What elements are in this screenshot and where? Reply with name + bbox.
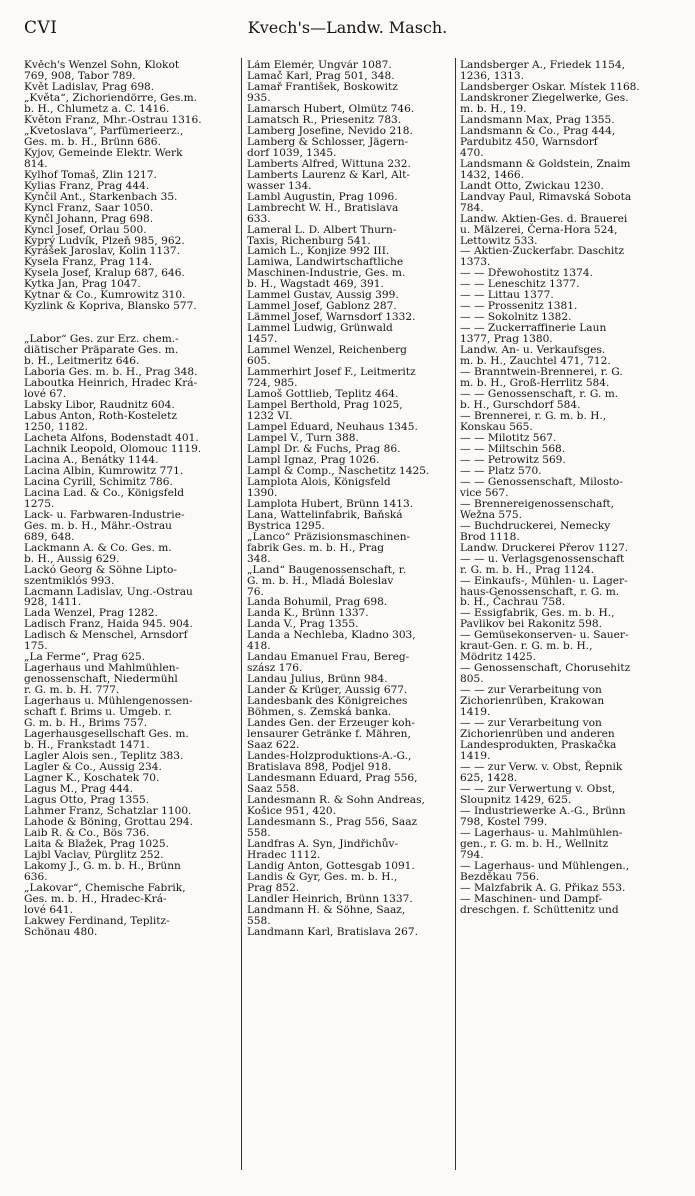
directory-line: Lampl & Comp., Naschetitz 1425. <box>247 464 430 477</box>
directory-line: Bratislava 898, Podjel 918. <box>247 761 392 773</box>
directory-line: Hradec 1112. <box>247 848 321 861</box>
directory-column-2 <box>247 60 452 938</box>
directory-line: Lambrecht W. H., Bratislava <box>247 201 399 214</box>
directory-line: Landa K., Brünn 1337. <box>247 607 369 620</box>
directory-line: Kyncl Franz, Saar 1050. <box>24 201 154 214</box>
directory-line: Lampel V., Turn 388. <box>247 431 359 444</box>
directory-line: Landa a Nechleba, Kladno 303, <box>247 629 416 642</box>
directory-line: Kyrášek Jaroslav, Kolin 1137. <box>24 245 181 258</box>
directory-line: Pavlikov bei Rakonitz 598. <box>460 618 603 631</box>
directory-line: Lagerhausgesellschaft Ges. m. <box>24 728 189 741</box>
directory-line: 470. <box>460 146 484 159</box>
directory-line: — — Petrowitz 569. <box>460 453 566 466</box>
directory-line: m. b. H., Zauchtel 471, 712. <box>460 355 611 368</box>
directory-line: Labsky Libor, Raudnitz 604. <box>24 399 175 412</box>
directory-line: 558. <box>247 914 271 927</box>
directory-line: Landskroner Ziegelwerke, Ges. <box>460 91 629 104</box>
directory-line: Landau Emanuel Frau, Bereg- <box>247 651 410 664</box>
directory-line: Kyprý Ludvík, Plzeň 985, 962. <box>24 234 185 247</box>
directory-line: Zichorienrüben und anderen <box>460 728 615 741</box>
directory-line: lové 67. <box>24 388 67 401</box>
directory-line: kraut-Gen. r. G. m. b. H., <box>460 640 593 653</box>
directory-line: 1390. <box>247 486 278 499</box>
directory-line: 1373. <box>460 256 491 269</box>
directory-line: Kyncl Josef, Orlau 500. <box>24 223 147 236</box>
directory-line: 1419. <box>460 706 491 719</box>
directory-line: Kynčil Ant., Starkenbach 35. <box>24 190 178 203</box>
directory-line: 1419. <box>460 750 491 763</box>
directory-line: b. H., Frankstadt 1471. <box>24 739 150 752</box>
directory-line: Kyzlink & Kopriva, Blansko 577. <box>24 300 197 313</box>
directory-line: Lahmer Franz, Schatzlar 1100. <box>24 804 192 817</box>
directory-line: — Buchdruckerei, Nemecky <box>460 519 611 532</box>
directory-line: szász 176. <box>247 662 303 675</box>
directory-line: Landw. An- u. Verkaufsges. <box>460 344 606 357</box>
directory-line: 769, 908, Tabor 789. <box>24 69 136 82</box>
directory-line: Lammel Josef, Gablonz 287. <box>247 300 397 313</box>
directory-line: Lachnik Leopold, Olomouc 1119. <box>24 442 202 455</box>
directory-line: — — Genossenschaft, r. G. m. <box>460 388 619 401</box>
directory-line: Landesmann S., Prag 556, Saaz <box>247 815 418 828</box>
directory-line: Laib R. & Co., Bös 736. <box>24 826 150 839</box>
directory-line: — Aktien-Zuckerfabr. Daschitz <box>460 245 625 258</box>
directory-line: Lammel Gustav, Aussig 399. <box>247 289 399 302</box>
directory-line: Konskau 565. <box>460 420 533 433</box>
directory-line: Ges. m. b. H., Mähr.-Ostrau <box>24 519 172 532</box>
directory-line: Landau Julius, Brünn 984. <box>247 673 388 686</box>
directory-line: 1377, Prag 1380. <box>460 333 553 346</box>
directory-line: 625, 1428. <box>460 771 518 784</box>
directory-line: Lackmann A. & Co. Ges. m. <box>24 541 172 554</box>
directory-line: 1275. <box>24 497 55 510</box>
directory-line: Kysela Josef, Kralup 687, 646. <box>24 267 185 280</box>
directory-line: Lajbl Vaclav, Pürglitz 252. <box>24 848 164 861</box>
directory-line: Kytnar & Co., Kumrowitz 310. <box>24 289 186 302</box>
directory-line: Laboutka Heinrich, Hradec Krá- <box>24 377 198 390</box>
directory-line: Landes Gen. der Erzeuger koh- <box>247 717 415 730</box>
directory-line: wasser 134. <box>247 179 312 192</box>
directory-line: schaft f. Brims u. Umgeb. r. <box>24 706 172 719</box>
directory-line: Brod 1118. <box>460 530 520 543</box>
directory-line: Lagler Alois sen., Teplitz 383. <box>24 750 184 763</box>
directory-line: 935. <box>247 91 271 104</box>
directory-line: — — u. Verlagsgenossenschaft <box>460 552 625 565</box>
directory-line: — — Milotitz 567. <box>460 431 557 444</box>
directory-line: „Land“ Baugenossenschaft, r. <box>247 563 407 576</box>
directory-line: 1232 VI. <box>247 410 293 422</box>
directory-line: — Gemüsekonserven- u. Sauer- <box>460 629 629 642</box>
directory-line: Lakwey Ferdinand, Teplitz- <box>24 914 170 927</box>
directory-line: lové 641. <box>24 903 73 916</box>
directory-line: 1457. <box>247 333 278 346</box>
directory-line: b. H., Chlumetz a. C. 1416. <box>24 102 170 115</box>
directory-line: Landmann Karl, Bratislava 267. <box>247 925 418 938</box>
directory-line: Landes-Holzproduktions-A.-G., <box>247 750 412 763</box>
directory-line: — Lagerhaus- u. Mahlmühlen- <box>460 826 623 839</box>
directory-line: 558. <box>247 826 271 839</box>
directory-line: genossenschaft, Niedermühl <box>24 673 178 686</box>
directory-line: Landis & Gyr, Ges. m. b. H., <box>247 870 398 883</box>
directory-line: „Lanco“ Präzisionsmaschinen- <box>247 530 411 543</box>
directory-line: Lackó Georg & Söhne Lipto- <box>24 563 177 576</box>
directory-line: Landig Anton, Gottesgab 1091. <box>247 859 415 872</box>
directory-line: Lander & Krüger, Aussig 677. <box>247 684 408 697</box>
directory-line: Landmann H. & Söhne, Saaz, <box>247 903 406 916</box>
directory-line: fabrik Ges. m. b. H., Prag <box>247 541 385 554</box>
directory-line: Sloupnitz 1429, 625. <box>460 793 572 806</box>
directory-line: — — zur Verwertung v. Obst, <box>460 782 616 795</box>
directory-line: szentmiklós 993. <box>24 574 115 587</box>
directory-line: Laita & Blažek, Prag 1025. <box>24 837 169 850</box>
directory-line: „Květa“, Zichoriendörre, Ges.m. <box>24 91 198 104</box>
directory-line: Kynčl Johann, Prag 698. <box>24 212 154 225</box>
directory-line: „Lakovar“, Chemische Fabrik, <box>24 881 186 894</box>
directory-line: Maschinen-Industrie, Ges. m. <box>247 267 406 280</box>
column-divider <box>455 58 456 1170</box>
directory-line: Lamatsch R., Priesenitz 783. <box>247 113 402 126</box>
directory-line: 636. <box>24 870 48 883</box>
directory-line: dorf 1039, 1345. <box>247 146 337 159</box>
directory-line: — — Leneschitz 1377. <box>460 278 580 291</box>
directory-line: Lamař František, Boskowitz <box>247 80 398 93</box>
directory-line: — — Platz 570. <box>460 464 542 477</box>
directory-line: 928, 1411. <box>24 596 82 609</box>
directory-line: Lagus Otto, Prag 1355. <box>24 793 150 806</box>
directory-line: G. m. b. H., Mladá Boleslav <box>247 574 394 587</box>
directory-line: Landw. Aktien-Ges. d. Brauerei <box>460 212 628 225</box>
directory-line: Kylhof Tomaš, Zlin 1217. <box>24 168 157 181</box>
directory-line: Lampl Dr. & Fuchs, Prag 86. <box>247 442 401 455</box>
directory-line: Lampel Berthold, Prag 1025, <box>247 399 403 412</box>
directory-line <box>24 312 237 323</box>
page-number: CVI <box>24 18 58 38</box>
directory-line: — — Genossenschaft, Milosto- <box>460 475 623 488</box>
directory-line: dreschgen. f. Schüttenitz und <box>460 903 619 916</box>
directory-line: Lagner K., Koschatek 70. <box>24 771 160 784</box>
directory-line: b. H., Wagstadt 469, 391. <box>247 278 384 291</box>
directory-line: Kylias Franz, Prag 444. <box>24 179 150 192</box>
directory-line: 418. <box>247 640 271 653</box>
directory-line: Landsmann Max, Prag 1355. <box>460 113 615 126</box>
directory-line: gen., r. G. m. b. H., Wellnitz <box>460 837 609 850</box>
directory-line: 724, 985. <box>247 377 298 390</box>
directory-line: Lakomy J., G. m. b. H., Brünn <box>24 859 181 872</box>
directory-line: Kvěch's Wenzel Sohn, Klokot <box>24 60 180 71</box>
directory-line: Landw. Druckerei Přerov 1127. <box>460 541 629 554</box>
directory-line: Ladisch & Menschel, Arnsdorf <box>24 629 188 642</box>
column-divider <box>241 58 242 1170</box>
directory-line: Lammerhirt Josef F., Leitmeritz <box>247 366 416 379</box>
directory-line: — — Sokolnitz 1382. <box>460 311 572 324</box>
directory-line: Prag 852. <box>247 881 300 894</box>
directory-line: Lampl Ignaz, Prag 1026. <box>247 453 380 466</box>
directory-line: Lagerhaus und Mahlmühlen- <box>24 662 180 675</box>
directory-line: Lamberg Josefine, Nevido 218. <box>247 124 413 137</box>
directory-line: Landsberger Oskar. Místek 1168. <box>460 80 640 93</box>
directory-line: m. b. H., 19. <box>460 102 527 115</box>
directory-line: Lacina Albin, Kumrowitz 771. <box>24 464 184 477</box>
directory-line: Lacina Lad. & Co., Königsfeld <box>24 486 185 499</box>
directory-line: 348. <box>247 552 271 565</box>
directory-line: — — zur Verarbeitung von <box>460 684 602 697</box>
directory-line: u. Mälzerei, Černa-Hora 524, <box>460 223 618 236</box>
directory-line: 1250, 1182. <box>24 420 89 433</box>
directory-line: Lettowitz 533. <box>460 234 538 247</box>
directory-line: Mödritz 1425. <box>460 651 536 664</box>
directory-line: „Labor“ Ges. zur Erz. chem.- <box>24 333 179 346</box>
directory-line: — Brennereigenossenschaft, <box>460 497 614 510</box>
directory-line: r. G. m. b. H., Prag 1124. <box>460 563 595 576</box>
directory-line: G. m. b. H., Brims 757. <box>24 717 148 730</box>
directory-line: Lamplota Hubert, Brünn 1413. <box>247 497 414 510</box>
directory-line: Landa V., Prag 1355. <box>247 618 359 631</box>
directory-line: Saaz 622. <box>247 739 300 752</box>
directory-line: diätischer Präparate Ges. m. <box>24 344 179 357</box>
directory-line: — Industriewerke A.-G., Brünn <box>460 804 626 817</box>
directory-line: Košice 951, 420. <box>247 804 336 817</box>
directory-line: Landfras A. Syn, Jindřichův- <box>247 837 399 850</box>
directory-line: 605. <box>247 355 271 368</box>
directory-line: Landesbank des Königreiches <box>247 695 408 708</box>
directory-line: Laboria Ges. m. b. H., Prag 348. <box>24 366 198 379</box>
directory-line: — Essigfabrik, Ges. m. b. H., <box>460 607 615 620</box>
directory-line: vice 567. <box>460 486 509 499</box>
directory-line: Saaz 558. <box>247 782 300 795</box>
directory-line: Landesmann R. & Sohn Andreas, <box>247 793 425 806</box>
directory-line: Zichorienrüben, Krakowan <box>460 695 605 708</box>
page-header <box>0 18 695 42</box>
directory-line: — — Miltschin 568. <box>460 442 566 455</box>
directory-line: m. b. H., Groß-Herrlitz 584. <box>460 377 610 390</box>
directory-line: Landa Bohumil, Prag 698. <box>247 596 388 609</box>
directory-line: Lagus M., Prag 444. <box>24 782 133 795</box>
directory-line: — — Dřewohostitz 1374. <box>460 267 594 280</box>
directory-line: 805. <box>460 673 484 686</box>
directory-line: Landler Heinrich, Brünn 1337. <box>247 892 413 905</box>
directory-column-3 <box>460 60 678 916</box>
directory-line: Lagerhaus u. Mühlengenossen- <box>24 695 193 708</box>
directory-line: Ges. m. b. H., Brünn 686. <box>24 135 161 148</box>
directory-line: 784. <box>460 201 484 214</box>
directory-line: Lamiwa, Landwirtschaftliche <box>247 256 404 269</box>
directory-line: — Maschinen- und Dampf- <box>460 892 603 905</box>
directory-line: Lamberts Laurenz & Karl, Alt- <box>247 168 410 181</box>
directory-line: Lamač Karl, Prag 501, 348. <box>247 69 395 82</box>
directory-column-1 <box>24 60 237 938</box>
directory-line: b. H., Čachrau 758. <box>460 596 566 609</box>
directory-line: Landsmann & Goldstein, Znaim <box>460 157 631 170</box>
directory-line: Taxis, Richenburg 541. <box>247 234 371 247</box>
directory-line: Ges. m. b. H., Hradec-Krá- <box>24 892 167 905</box>
directory-line: — — zur Verw. v. Obst, Řepnik <box>460 761 623 773</box>
directory-line: 76. <box>247 585 264 598</box>
directory-line: — Brennerei, r. G. m. b. H., <box>460 410 607 422</box>
directory-line: „Kvetoslava“, Parfümerieerz., <box>24 124 184 137</box>
directory-line: b. H., Leitmeritz 646. <box>24 355 140 368</box>
directory-line: 814. <box>24 157 48 170</box>
directory-line: Lamarsch Hubert, Olmütz 746. <box>247 102 415 115</box>
directory-line: Bezděkau 756. <box>460 870 540 883</box>
directory-line: Wežna 575. <box>460 508 522 521</box>
directory-line: Lamplota Alois, Königsfeld <box>247 475 391 488</box>
directory-line: — — Prossenitz 1381. <box>460 300 578 313</box>
directory-line: Lacina Cyrill, Schimitz 786. <box>24 475 173 488</box>
directory-line: Landesmann Eduard, Prag 556, <box>247 771 418 784</box>
directory-line: Lacheta Alfons, Bodenstadt 401. <box>24 431 199 444</box>
directory-line: b. H., Gurschdorf 584. <box>460 399 581 412</box>
directory-line: Lamberg & Schlosser, Jägern- <box>247 135 409 148</box>
directory-line: r. G. m. b. H. 777. <box>24 684 120 697</box>
directory-line: — Einkaufs-, Mühlen- u. Lager- <box>460 574 628 587</box>
directory-line: — Lagerhaus- und Mühlengen., <box>460 859 630 872</box>
directory-line: 1432, 1466. <box>460 168 525 181</box>
directory-line: — — zur Verarbeitung von <box>460 717 602 730</box>
directory-line: „La Ferme“, Prag 625. <box>24 651 146 664</box>
directory-line: Lagler & Co., Aussig 234. <box>24 761 162 773</box>
directory-line: Květon Franz, Mhr.-Ostrau 1316. <box>24 113 202 126</box>
directory-line: Landt Otto, Zwickau 1230. <box>460 179 604 192</box>
directory-line: — Genossenschaft, Chorusehitz <box>460 662 631 675</box>
directory-line: Lammel Wenzel, Reichenberg <box>247 344 407 357</box>
running-title: Kvech's—Landw. Masch. <box>247 18 448 37</box>
directory-line: Lacina A., Benátky 1144. <box>24 453 159 466</box>
directory-line: Kyjov, Gemeinde Elektr. Werk <box>24 146 183 159</box>
directory-line: Kytka Jan, Prag 1047. <box>24 278 141 291</box>
directory-line: Schönau 480. <box>24 925 98 938</box>
directory-line: Lacmann Ladislav, Ung.-Ostrau <box>24 585 193 598</box>
directory-line: Landsberger A., Friedek 1154, <box>460 60 625 71</box>
directory-line: — Malzfabrik A. G. Přikaz 553. <box>460 881 626 894</box>
directory-line: Květ Ladislav, Prag 698. <box>24 80 155 93</box>
directory-line: Lahode & Böning, Grottau 294. <box>24 815 193 828</box>
directory-line: 689, 648. <box>24 530 75 543</box>
directory-line: Landesprodukten, Praskačka <box>460 739 617 752</box>
directory-line: b. H., Aussig 629. <box>24 552 120 565</box>
directory-line: Böhmen, s. Zemská banka. <box>247 706 392 719</box>
directory-line: Kysela Franz, Prag 114. <box>24 256 153 269</box>
directory-line: Lammel Ludwig, Grünwald <box>247 322 393 335</box>
directory-line: Bystrica 1295. <box>247 519 325 532</box>
directory-line: Pardubitz 450, Warnsdorf <box>460 135 598 148</box>
directory-line: 798, Kostel 799. <box>460 815 548 828</box>
directory-line: 633. <box>247 212 271 225</box>
directory-line: Ladisch Franz, Haida 945. 904. <box>24 618 193 631</box>
directory-line: Lambl Augustin, Prag 1096. <box>247 190 398 203</box>
directory-line: Lamich L., Konjize 992 III. <box>247 245 390 258</box>
directory-line: — — Littau 1377. <box>460 289 554 302</box>
directory-line: Lám Elemér, Ungvár 1087. <box>247 60 392 71</box>
directory-line: Lamberts Alfred, Wittuna 232. <box>247 157 411 170</box>
directory-line: lensaurer Getränke f. Mähren, <box>247 728 411 741</box>
directory-line: — Branntwein-Brennerei, r. G. <box>460 366 623 379</box>
directory-line: 175. <box>24 640 48 653</box>
directory-line: 1236, 1313. <box>460 69 525 82</box>
directory-line: Landvay Paul, Rimavská Sobota <box>460 190 632 203</box>
directory-line: Landsmann & Co., Prag 444, <box>460 124 616 137</box>
directory-line: 794. <box>460 848 484 861</box>
directory-line: Lack- u. Farbwaren-Industrie- <box>24 508 185 521</box>
directory-line: Lada Wenzel, Prag 1282. <box>24 607 158 620</box>
directory-line: — — Zuckerraffinerie Laun <box>460 322 607 335</box>
directory-line: Lampel Eduard, Neuhaus 1345. <box>247 420 418 433</box>
directory-line: Labus Anton, Roth-Kosteletz <box>24 410 177 422</box>
directory-line: Lana, Wattelinfabrik, Baňská <box>247 508 403 521</box>
directory-line: haus-Genossenschaft, r. G. m. <box>460 585 620 598</box>
directory-line: Lämmel Josef, Warnsdorf 1332. <box>247 311 416 324</box>
directory-line: Lameral L. D. Albert Thurn- <box>247 223 397 236</box>
directory-line: Lamoš Gottlieb, Teplitz 464. <box>247 388 399 401</box>
